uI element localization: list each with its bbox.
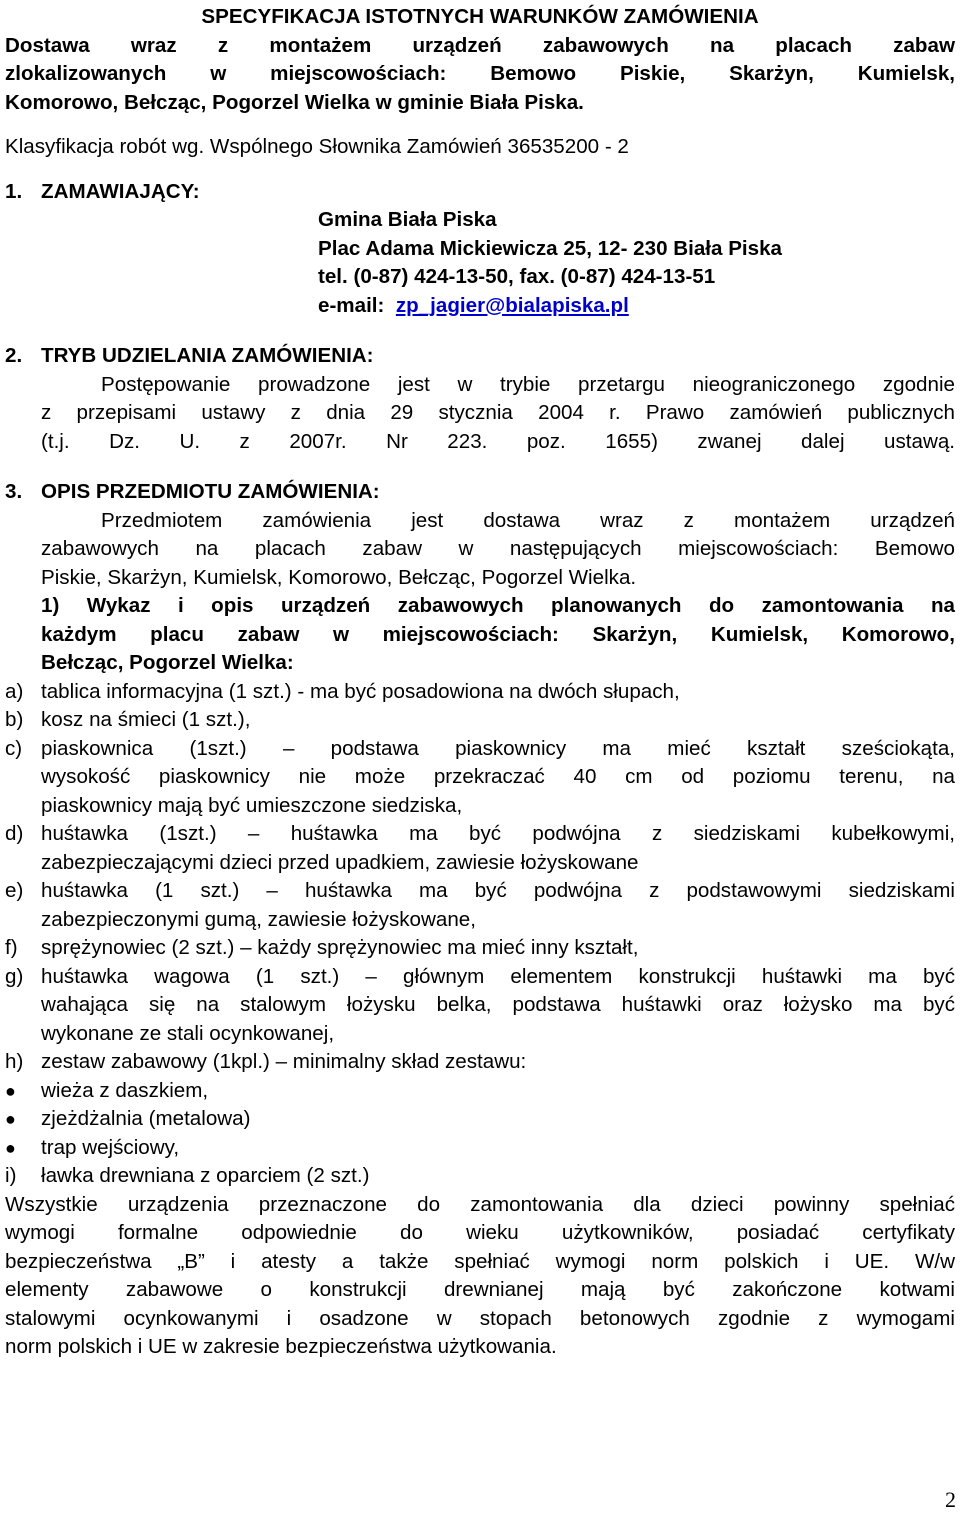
email-label: e-mail:	[318, 293, 385, 317]
body-line: Wszystkie urządzenia przeznaczone do zamontowania dla dzieci powinny spełniać	[5, 1192, 955, 1216]
body-line: Przedmiotem zamówienia jest dostawa wraz z montażem urządzeń	[101, 508, 955, 532]
list-marker: i)	[5, 1164, 17, 1187]
section-number: 1.	[5, 179, 23, 203]
section-3-intro	[5, 507, 955, 593]
list-item-line: huśtawka (1 szt.) – huśtawka ma być podwójna z podstawowymi siedziskami	[41, 879, 955, 902]
section-1	[5, 178, 955, 321]
list-marker: d)	[5, 822, 24, 845]
bullet-icon: ●	[5, 1080, 16, 1101]
list-item-line: zabezpieczającymi dzieci przed upadkiem, zawiesie łożyskowane	[41, 850, 639, 874]
list-item-line: zestaw zabawowy (1kpl.) – minimalny skład zestawu:	[41, 1050, 527, 1073]
bullet-icon: ●	[5, 1137, 16, 1158]
list-item	[5, 877, 955, 934]
section-3	[5, 478, 955, 1362]
section-3-subheading	[5, 592, 955, 678]
address-line: tel. (0-87) 424-13-50, fax. (0-87) 424-13-51	[318, 265, 716, 288]
email-line	[318, 292, 955, 321]
list-item	[5, 963, 955, 1049]
bullet-text: wieża z daszkiem,	[41, 1078, 209, 1102]
subheading-line: Bełcząc, Pogorzel Wielka:	[41, 651, 294, 674]
address-line: Plac Adama Mickiewicza 25, 12- 230 Biała Piska	[318, 236, 783, 260]
bullet-text: trap wejściowy,	[41, 1135, 180, 1159]
list-item	[5, 934, 955, 963]
section-heading: OPIS PRZEDMIOTU ZAMÓWIENIA:	[41, 480, 380, 503]
list-item	[5, 1048, 955, 1077]
subtitle-line: Dostawa wraz z montażem urządzeń zabawowych na placach zabaw	[5, 33, 955, 57]
bullet-item	[5, 1134, 955, 1163]
body-line: wymogi formalne odpowiednie do wieku użytkowników, posiadać certyfikaty	[5, 1221, 955, 1244]
document-page	[5, 3, 955, 1362]
list-item-line: huśtawka (1szt.) – huśtawka ma być podwójna z siedziskami kubełkowymi,	[41, 822, 955, 845]
list-item-line: zabezpieczonymi gumą, zawiesie łożyskowane,	[41, 907, 476, 931]
list-item-line: wykonane ze stali ocynkowanej,	[41, 1021, 335, 1045]
list-item	[5, 1162, 955, 1191]
address-line: Gmina Biała Piska	[318, 208, 497, 231]
closing-paragraph	[5, 1191, 955, 1362]
bullet-text: zjeżdżalnia (metalowa)	[41, 1107, 251, 1130]
list-item-line: sprężynowiec (2 szt.) – każdy sprężynowiec ma mieć inny kształt,	[41, 936, 639, 959]
list-item-line: wysokość piaskownicy nie może przekraczać 40 cm od poziomu terenu, na	[41, 765, 955, 788]
body-line: stalowymi ocynkowanymi i osadzone w stopach betonowych zgodnie z wymogami	[5, 1306, 955, 1330]
email-link[interactable]: zp_jagier@bialapiska.pl	[395, 293, 629, 317]
list-item-line: wahająca się na stalowym łożysku belka, podstawa huśtawki oraz łożysko ma być	[41, 993, 955, 1016]
list-marker: h)	[5, 1050, 24, 1073]
section-number: 2.	[5, 344, 23, 367]
list-item	[5, 735, 955, 821]
body-line: zabawowych na placach zabaw w następujących miejscowościach: Bemowo	[41, 537, 955, 560]
bullet-item	[5, 1077, 955, 1106]
list-marker: g)	[5, 964, 24, 988]
list-item-line: piaskownicy mają być umieszczone siedziska,	[41, 793, 463, 817]
list-item-line: huśtawka wagowa (1 szt.) – głównym elementem konstrukcji huśtawki ma być	[41, 964, 955, 988]
subtitle-line: Komorowo, Bełcząc, Pogorzel Wielka w gminie Biała Piska.	[5, 90, 584, 114]
section-2-body	[5, 371, 955, 457]
list-item-line: kosz na śmieci (1 szt.),	[41, 708, 251, 731]
subheading-line: 1) Wykaz i opis urządzeń zabawowych planowanych do zamontowania na	[41, 594, 955, 617]
body-line: (t.j. Dz. U. z 2007r. Nr 223. poz. 1655) zwanej dalej ustawą.	[41, 429, 955, 453]
section-heading: TRYB UDZIELANIA ZAMÓWIENIA:	[41, 344, 374, 367]
body-line: elementy zabawowe o konstrukcji drewnianej mają być zakończone kotwami	[5, 1278, 955, 1301]
body-line: norm polskich i UE w zakresie bezpieczeństwa użytkowania.	[5, 1335, 557, 1358]
bullet-item	[5, 1105, 955, 1134]
list-item	[5, 820, 955, 877]
subtitle-line: zlokalizowanych w miejscowościach: Bemowo Piskie, Skarżyn, Kumielsk,	[5, 62, 955, 85]
classification: Klasyfikacja robót wg. Wspólnego Słownika Zamówień 36535200 - 2	[5, 135, 629, 158]
doc-subtitle	[5, 32, 955, 118]
list-item	[5, 706, 955, 735]
section-2	[5, 342, 955, 456]
subheading-line: każdym placu zabaw w miejscowościach: Skarżyn, Kumielsk, Komorowo,	[41, 622, 955, 646]
body-line: Postępowanie prowadzone jest w trybie przetargu nieograniczonego zgodnie	[101, 372, 955, 396]
body-line: Piskie, Skarżyn, Kumielsk, Komorowo, Bełcząc, Pogorzel Wielka.	[41, 565, 637, 589]
page-number: 2	[945, 1487, 956, 1512]
list-item-line: ławka drewniana z oparciem (2 szt.)	[41, 1164, 370, 1187]
body-line: bezpieczeństwa „B” i atesty a także spełniać wymogi norm polskich i UE. W/w	[5, 1249, 955, 1273]
contractor-address	[5, 206, 955, 320]
body-line: z przepisami ustawy z dnia 29 stycznia 2004 r. Prawo zamówień publicznych	[41, 401, 955, 424]
list-marker: b)	[5, 708, 24, 731]
equipment-list	[5, 678, 955, 1191]
list-marker: e)	[5, 879, 24, 902]
list-marker: a)	[5, 679, 24, 703]
section-number: 3.	[5, 480, 23, 503]
list-marker: f)	[5, 936, 18, 959]
bullet-icon: ●	[5, 1109, 16, 1129]
list-item-line: piaskownica (1szt.) – podstawa piaskownicy ma mieć kształt sześciokąta,	[41, 736, 955, 760]
list-item-line: tablica informacyjna (1 szt.) - ma być posadowiona na dwóch słupach,	[41, 679, 680, 703]
section-heading: ZAMAWIAJĄCY:	[41, 179, 200, 203]
doc-title: SPECYFIKACJA ISTOTNYCH WARUNKÓW ZAMÓWIENIA	[201, 5, 759, 28]
list-item	[5, 678, 955, 707]
list-marker: c)	[5, 736, 23, 760]
